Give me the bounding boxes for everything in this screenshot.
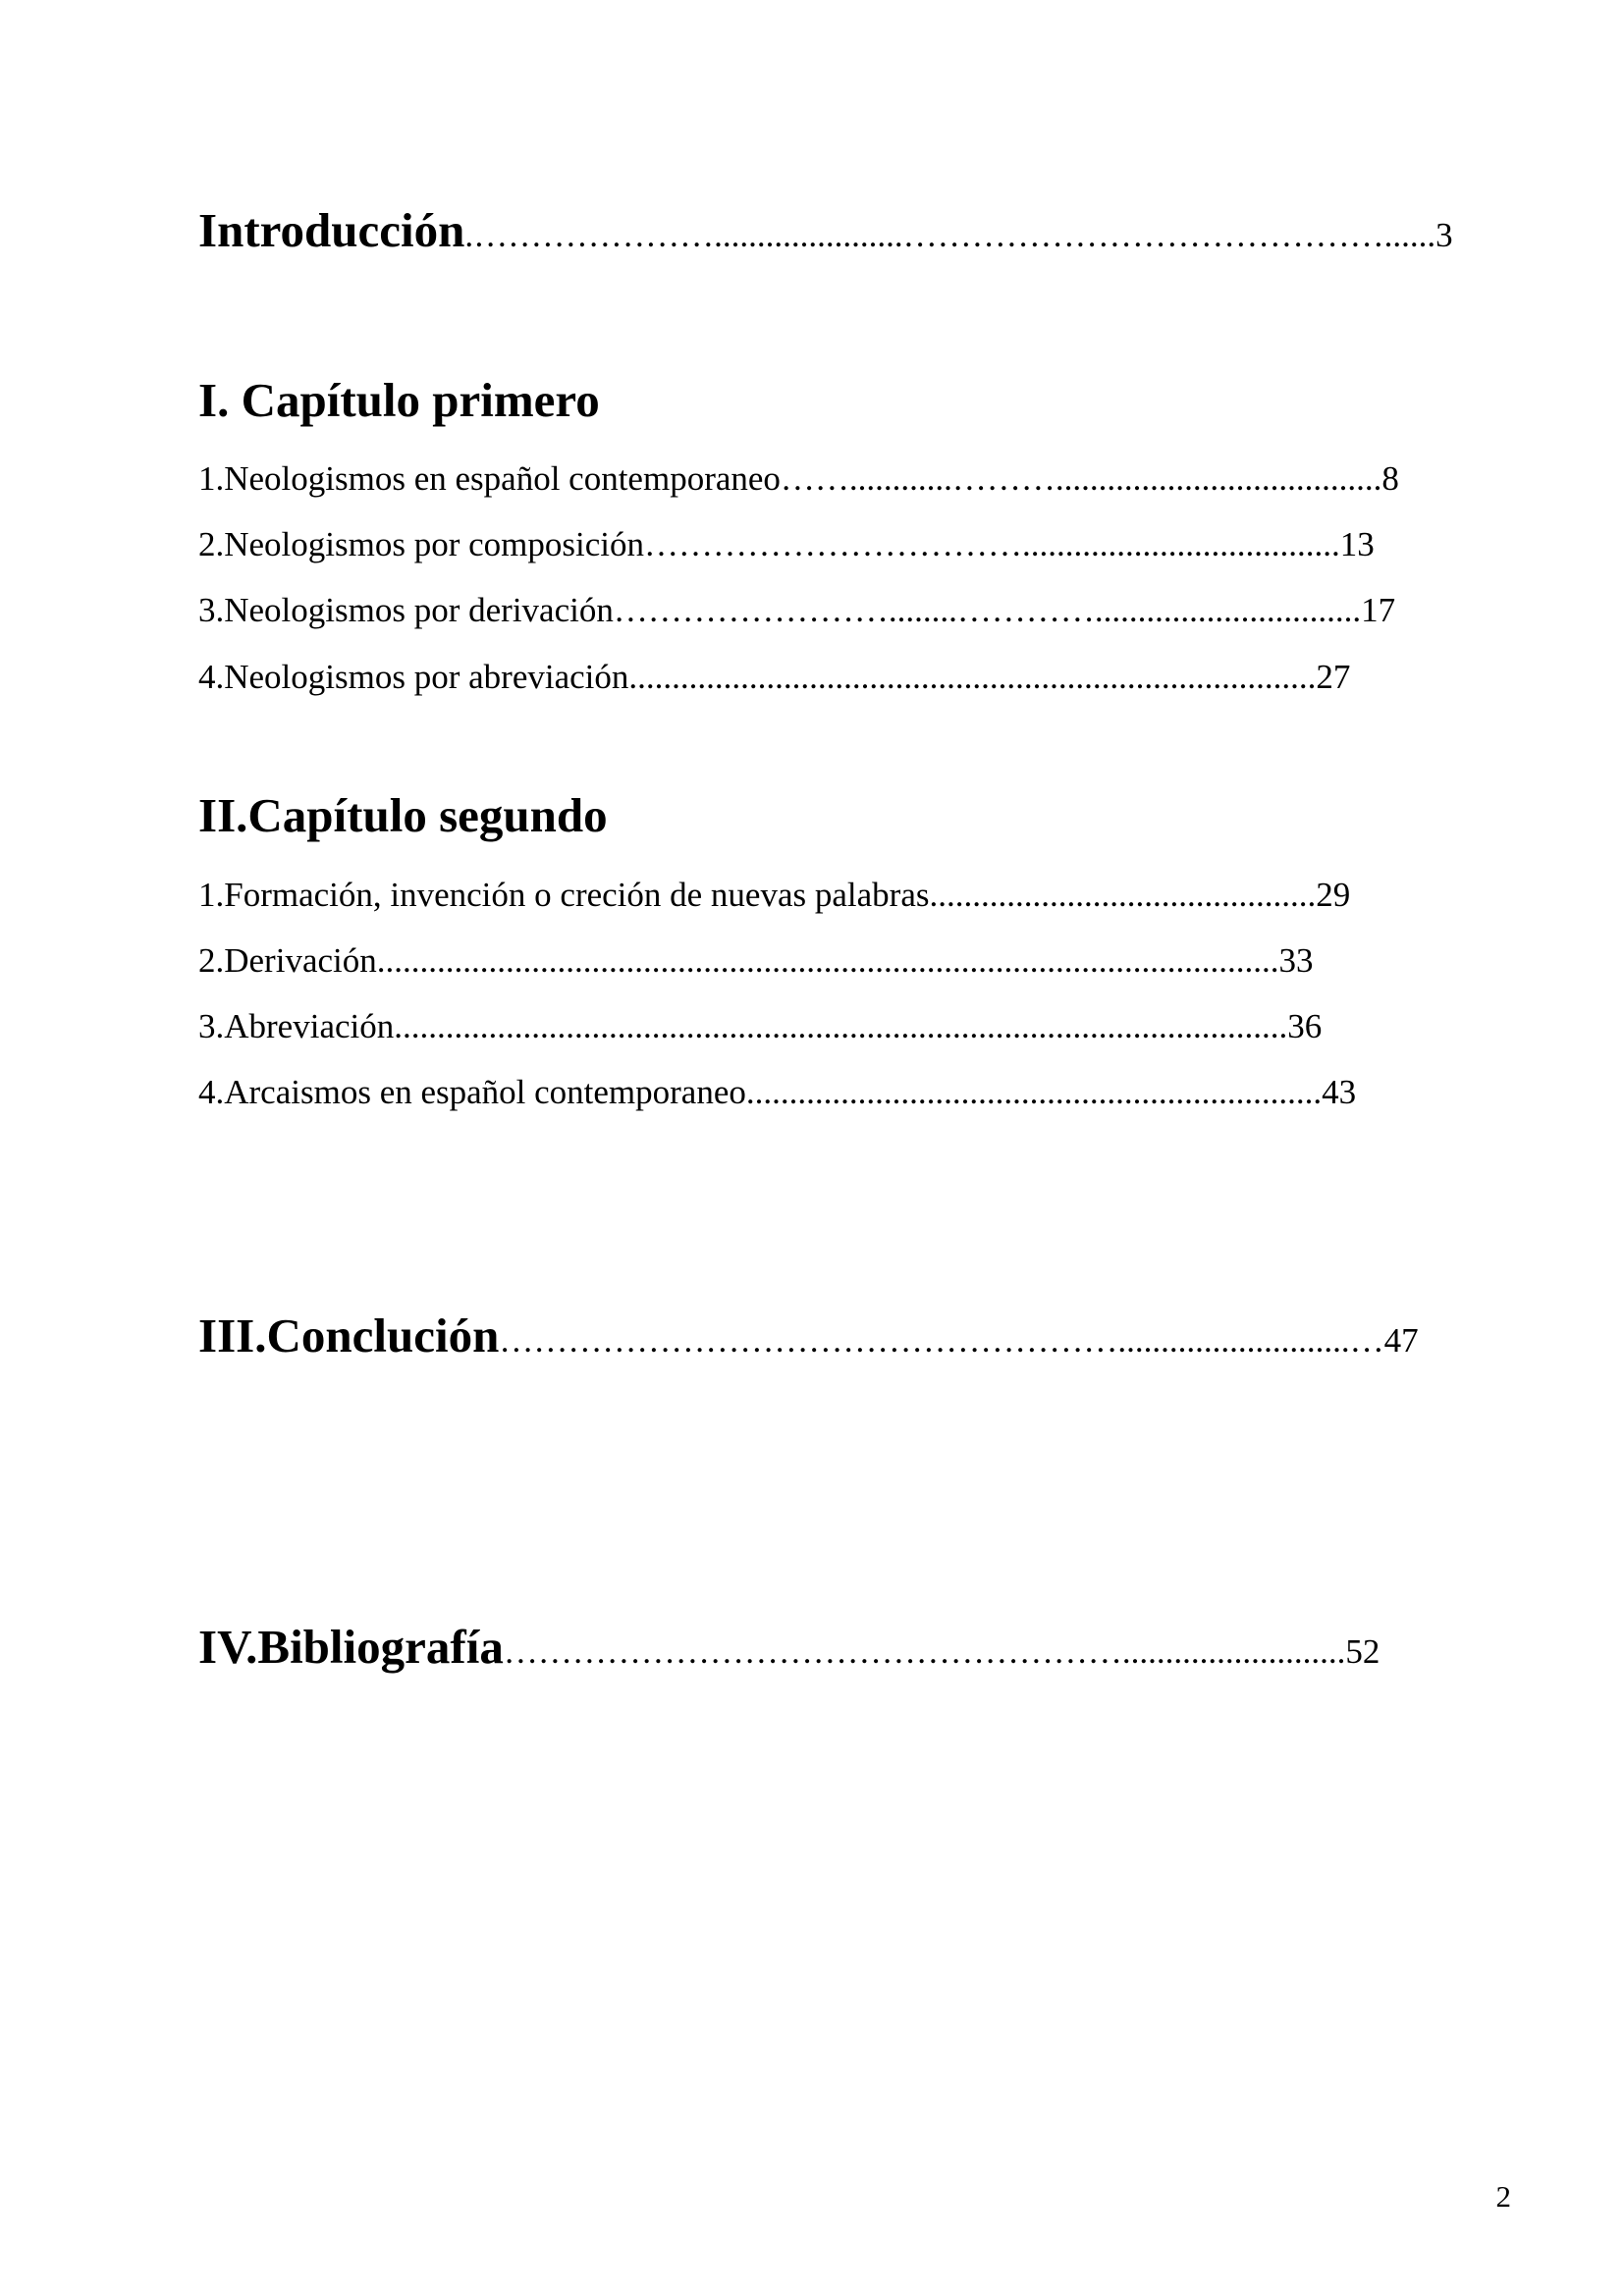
toc-item-page: 43 <box>1322 1073 1357 1111</box>
toc-item-page: 8 <box>1381 459 1399 498</box>
toc-conclusion[interactable] <box>198 1308 1419 1362</box>
toc-item-page: 36 <box>1287 1007 1323 1045</box>
toc-item-title: 4.Neologismos por abreviación <box>198 658 629 696</box>
page-number: 2 <box>1495 2179 1511 2214</box>
toc-item-leader: ................................................................................ <box>628 658 1317 696</box>
toc-bibliography-leader: ……………………………………………….......................... <box>503 1632 1346 1671</box>
toc-conclusion-title: III.Conclución <box>198 1308 500 1362</box>
toc-item-title: 4.Arcaismos en español contemporaneo <box>198 1073 746 1111</box>
toc-introduction-leader: .…………………......................……………………………………...... <box>464 216 1436 254</box>
toc-chapter2-item-4[interactable] <box>198 1075 1356 1109</box>
toc-item-leader: ................................................................... <box>745 1073 1323 1111</box>
toc-conclusion-leader: ………………………………………………...........................… <box>499 1321 1384 1360</box>
toc-chapter1-item-1[interactable] <box>198 461 1399 496</box>
toc-item-title: 2.Neologismos por composición <box>198 525 644 563</box>
toc-chapter1-item-3[interactable] <box>198 593 1395 627</box>
toc-item-page: 17 <box>1361 591 1396 629</box>
toc-item-leader: ……………………………..................................... <box>644 525 1340 563</box>
toc-item-page: 33 <box>1278 941 1314 980</box>
toc-item-page: 27 <box>1316 658 1351 696</box>
toc-chapter1-title: I. Capítulo primero <box>198 373 600 427</box>
toc-item-title: 1.Neologismos en español contemporaneo <box>198 459 781 498</box>
toc-item-title: 3.Abreviación <box>198 1007 395 1045</box>
toc-item-leader: ......................................................................................................... <box>376 941 1279 980</box>
toc-item-leader: ……............………...................................... <box>780 459 1382 498</box>
toc-item-title: 2.Derivación <box>198 941 377 980</box>
toc-chapter2-item-3[interactable] <box>198 1009 1322 1043</box>
toc-item-title: 1.Formación, invención o creción de nuevas palabras <box>198 876 930 914</box>
toc-item-page: 13 <box>1339 525 1375 563</box>
toc-introduction-title: Introducción <box>198 203 465 257</box>
toc-item-leader: ........................................................................................................ <box>394 1007 1288 1045</box>
toc-introduction-page: 3 <box>1435 216 1453 254</box>
toc-chapter1-item-2[interactable] <box>198 527 1375 561</box>
toc-conclusion-page: 47 <box>1383 1321 1419 1360</box>
toc-bibliography[interactable] <box>198 1620 1380 1674</box>
toc-item-leader: ……………………........…………............................... <box>613 591 1362 629</box>
toc-item-title: 3.Neologismos por derivación <box>198 591 614 629</box>
toc-item-page: 29 <box>1316 876 1351 914</box>
toc-bibliography-title: IV.Bibliografía <box>198 1620 504 1674</box>
toc-item-leader: ............................................. <box>929 876 1317 914</box>
toc-chapter2-item-2[interactable] <box>198 943 1313 978</box>
toc-chapter2-title: II.Capítulo segundo <box>198 788 608 842</box>
toc-chapter2-item-1[interactable] <box>198 878 1350 912</box>
toc-bibliography-page: 52 <box>1345 1632 1380 1671</box>
toc-chapter1-item-4[interactable] <box>198 660 1350 694</box>
toc-introduction[interactable] <box>198 203 1453 257</box>
